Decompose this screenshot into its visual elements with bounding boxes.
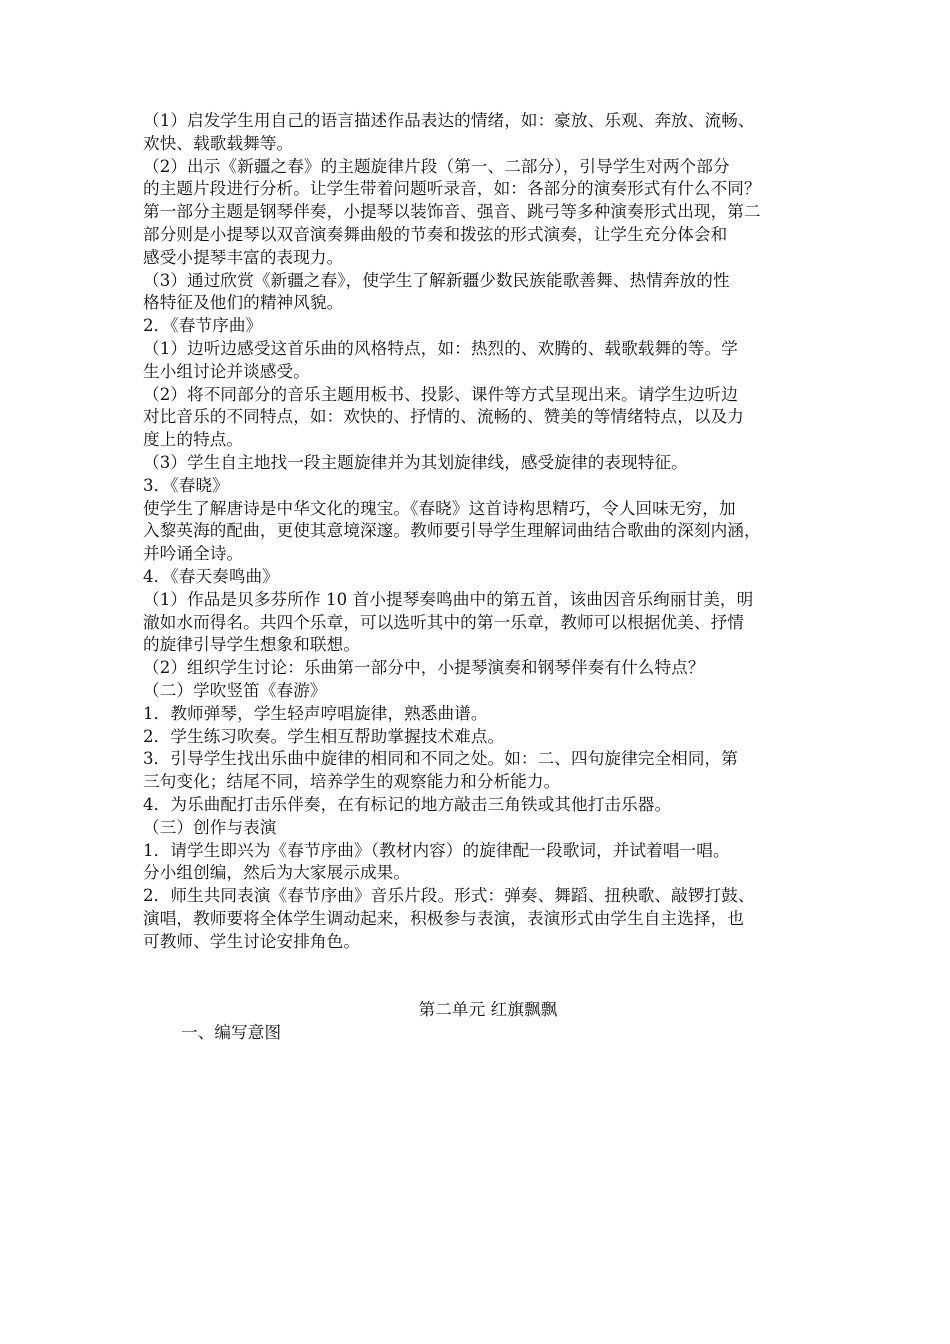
text-line: 第一部分主题是钢琴伴奏，小提琴以装饰音、强音、跳弓等多种演奏形式出现，第二 (143, 202, 761, 222)
text-line: 3．引导学生找出乐曲中旋律的相同和不同之处。如：二、四句旋律完全相同，第 (143, 749, 738, 769)
body-text (143, 110, 833, 953)
text-line: 1．教师弹琴，学生轻声哼唱旋律，熟悉曲谱。 (143, 703, 488, 723)
text-line: 分小组创编，然后为大家展示成果。 (143, 863, 411, 883)
spacer (143, 953, 833, 999)
text-line: （2）组织学生讨论：乐曲第一部分中，小提琴演奏和钢琴伴奏有什么特点？ (143, 658, 705, 678)
text-line: 欢快、载歌载舞等。 (143, 133, 294, 153)
text-line: 1．请学生即兴为《春节序曲》（教材内容）的旋律配一段歌词，并试着唱一唱。 (143, 840, 730, 860)
text-line: 2．师生共同表演《春节序曲》音乐片段。形式：弹奏、舞蹈、扭秧歌、敲锣打鼓、 (143, 886, 755, 906)
text-line: （1）作品是贝多芬所作 10 首小提琴奏鸣曲中的第五首，该曲因音乐绚丽甘美，明 (143, 589, 754, 609)
text-line: 生小组讨论并谈感受。 (143, 361, 310, 381)
document-page (143, 110, 833, 1045)
text-line: 对比音乐的不同特点，如：欢快的、抒情的、流畅的、赞美的等情绪特点，以及力 (143, 407, 744, 427)
unit-title: 第二单元 红旗飘飘 (418, 1000, 558, 1020)
text-line: （三）创作与表演 (143, 817, 277, 837)
text-line: 4．《春天奏鸣曲》 (143, 566, 279, 586)
section-heading: 一、编写意图 (181, 1023, 282, 1043)
text-line: 的旋律引导学生想象和联想。 (143, 635, 361, 655)
text-line: （二）学吹竖笛《春游》 (143, 680, 327, 700)
text-line: 2．《春节序曲》 (143, 316, 263, 336)
text-line: （3）学生自主地找一段主题旋律并为其划旋律线，感受旋律的表现特征。 (143, 452, 688, 472)
text-line: 4．为乐曲配打击乐伴奏，在有标记的地方敲击三角铁或其他打击乐器。 (143, 794, 672, 814)
text-line: 格特征及他们的精神风貌。 (143, 293, 344, 313)
text-line: 度上的特点。 (143, 430, 244, 450)
text-line: 并吟诵全诗。 (143, 544, 244, 564)
text-line: （3）通过欣赏《新疆之春》，使学生了解新疆少数民族能歌善舞、热情奔放的性 (143, 270, 730, 290)
text-line: （1）启发学生用自己的语言描述作品表达的情绪，如：豪放、乐观、奔放、流畅、 (143, 111, 755, 130)
text-line: （1）边听边感受这首乐曲的风格特点，如：热烈的、欢腾的、载歌载舞的等。学 (143, 338, 738, 358)
text-line: 演唱，教师要将全体学生调动起来，积极参与表演，表演形式由学生自主选择，也 (143, 908, 744, 928)
text-line: 可教师、学生讨论安排角色。 (143, 931, 361, 951)
text-line: （2）出示《新疆之春》的主题旋律片段（第一、二部分），引导学生对两个部分 (143, 156, 730, 176)
text-line: （2）将不同部分的音乐主题用板书、投影、课件等方式呈现出来。请学生边听边 (143, 384, 738, 404)
text-line: 3．《春晓》 (143, 475, 229, 495)
text-line: 感受小提琴丰富的表现力。 (143, 247, 344, 267)
text-line: 使学生了解唐诗是中华文化的瑰宝。《春晓》这首诗构思精巧，令人回味无穷，加 (143, 498, 736, 518)
text-line: 2．学生练习吹奏。学生相互帮助掌握技术难点。 (143, 726, 505, 746)
text-line: 三句变化；结尾不同，培养学生的观察能力和分析能力。 (143, 772, 561, 792)
text-line: 入黎英海的配曲，更使其意境深邃。教师要引导学生理解词曲结合歌曲的深刻内涵， (143, 521, 761, 541)
text-line: 的主题片段进行分析。让学生带着问题听录音，如：各部分的演奏形式有什么不同？ (143, 179, 761, 199)
text-line: 澈如水而得名。共四个乐章，可以选听其中的第一乐章，教师可以根据优美、抒情 (143, 612, 744, 632)
text-line: 部分则是小提琴以双音演奏舞曲般的节奏和拨弦的形式演奏，让学生充分体会和 (143, 224, 728, 244)
